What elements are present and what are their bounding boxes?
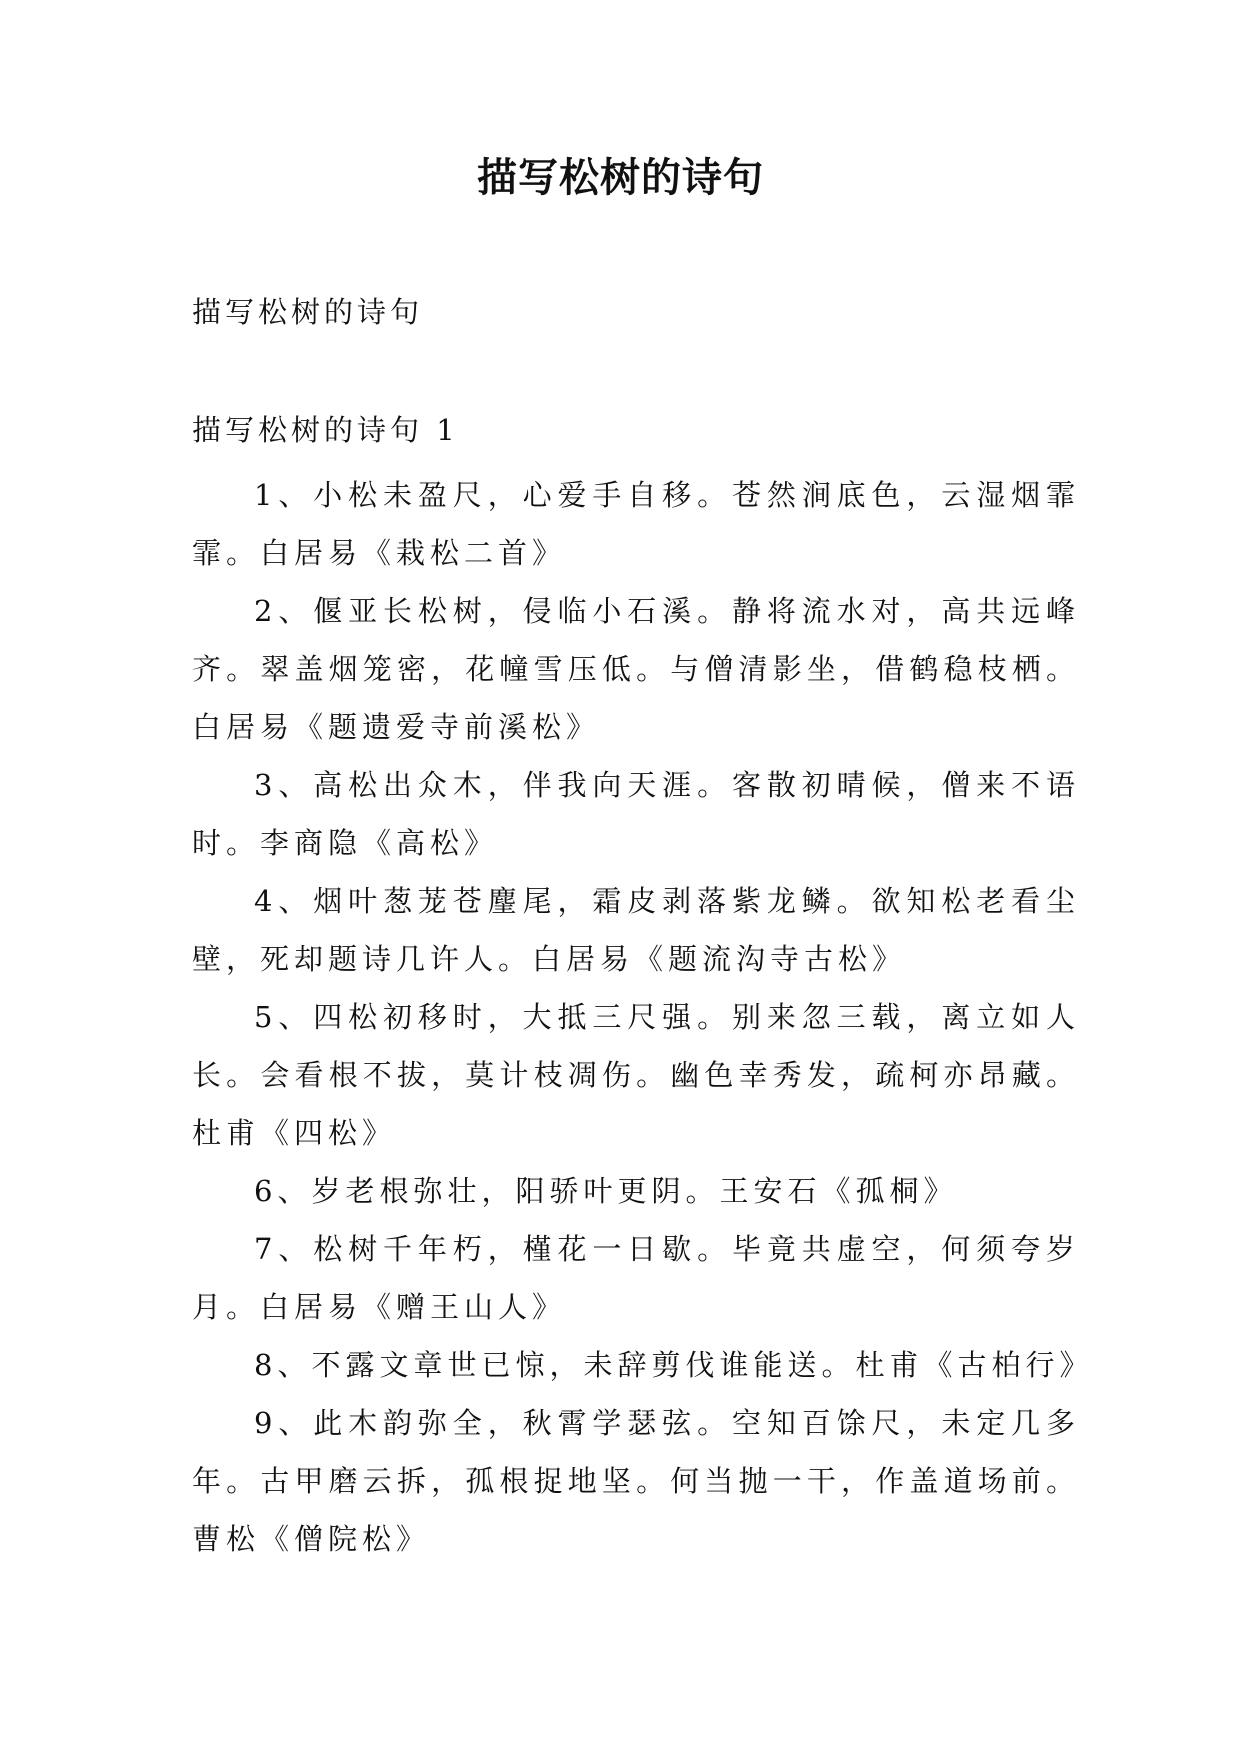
poem-entry-4: 4、烟叶葱茏苍麈尾，霜皮剥落紫龙鳞。欲知松老看尘壁，死却题诗几许人。白居易《题流沟寺古松》 [192, 884, 1080, 976]
poem-entry-3: 3、高松出众木，伴我向天涯。客散初晴候，僧来不语时。李商隐《高松》 [192, 768, 1080, 860]
poem-entry-8: 8、不露文章世已惊，未辞剪伐谁能送。杜甫《古柏行》 [254, 1348, 1094, 1382]
poem-entry-5: 5、四松初移时，大抵三尺强。别来忽三载，离立如人长。会看根不拔，莫计枝凋伤。幽色幸秀发，疏柯亦昂藏。杜甫《四松》 [192, 1000, 1080, 1150]
poem-entry-9: 9、此木韵弥全，秋霄学瑟弦。空知百馀尺，未定几多年。古甲磨云拆，孤根捉地坚。何当抛一干，作盖道场前。曹松《僧院松》 [192, 1406, 1080, 1556]
poem-list [192, 466, 1094, 1568]
poem-entry-1: 1、小松未盈尺，心爱手自移。苍然涧底色，云湿烟霏霏。白居易《栽松二首》 [192, 478, 1080, 570]
poem-entry-2: 2、偃亚长松树，侵临小石溪。静将流水对，高共远峰齐。翠盖烟笼密，花幢雪压低。与僧清影坐，借鹤稳枝栖。白居易《题遗爱寺前溪松》 [192, 594, 1080, 744]
intro-heading: 描写松树的诗句 [192, 295, 424, 329]
section-heading: 描写松树的诗句 1 [192, 413, 459, 447]
poem-entry-6: 6、岁老根弥壮，阳骄叶更阴。王安石《孤桐》 [254, 1174, 958, 1208]
document-title: 描写松树的诗句 [477, 154, 764, 201]
poem-entry-7: 7、松树千年朽，槿花一日歇。毕竟共虚空，何须夸岁月。白居易《赠王山人》 [192, 1232, 1080, 1324]
